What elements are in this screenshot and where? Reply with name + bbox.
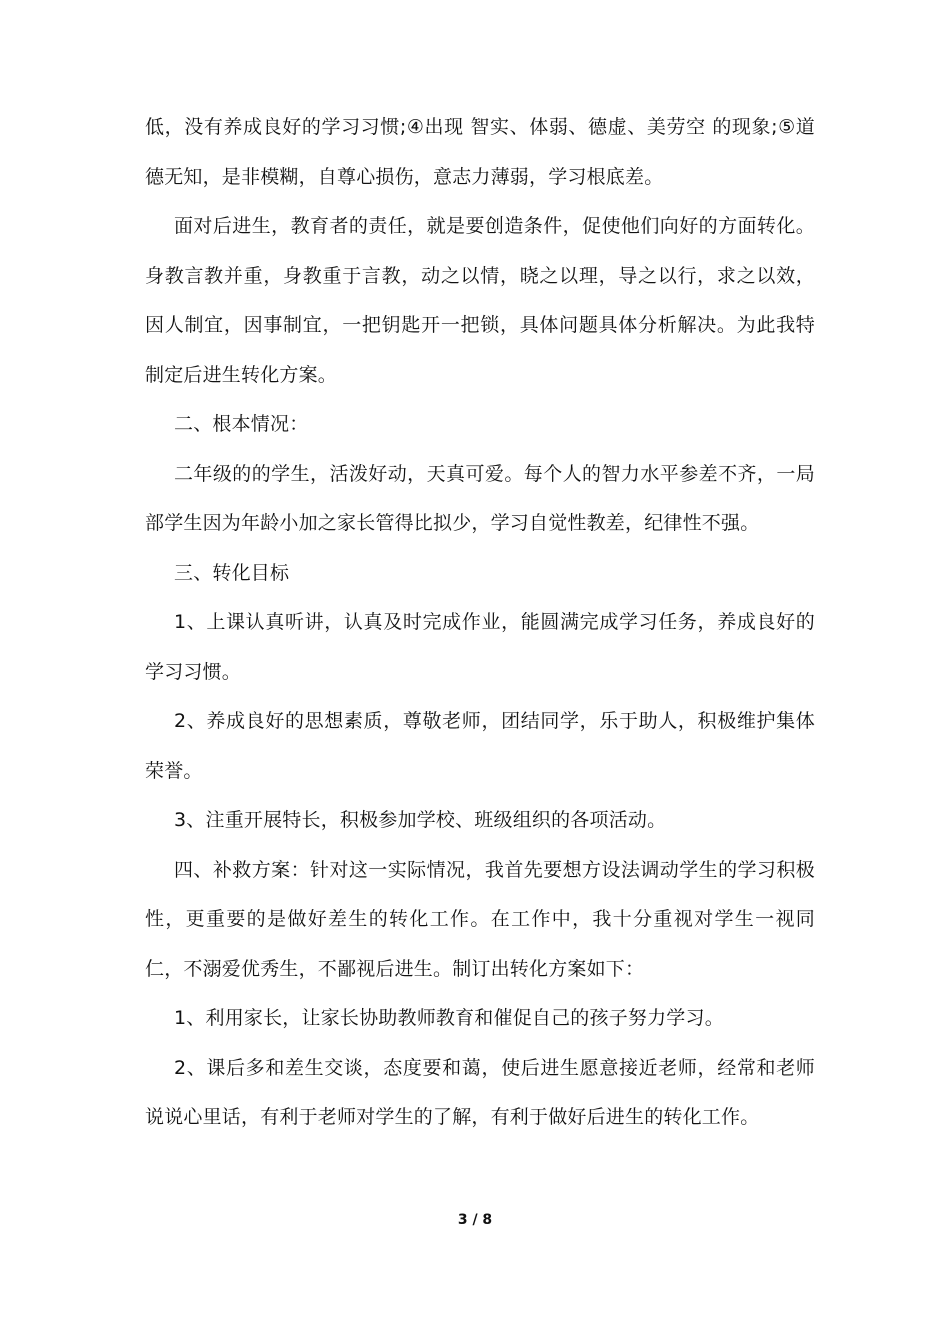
- section-heading-basic-situation: 二、根本情况：: [174, 413, 309, 435]
- goal-item-2: 2、养成良好的思想素质，尊敬老师，团结同学，乐于助人，积极维护集体荣誉。: [145, 710, 815, 782]
- goal-item-1: 1、上课认真听讲，认真及时完成作业，能圆满完成学习任务，养成良好的学习习惯。: [145, 611, 815, 683]
- document-body: [145, 103, 815, 1143]
- paragraph-basic-situation: 二年级的的学生，活泼好动，天真可爱。每个人的智力水平参差不齐，一局部学生因为年龄小加之家长管得比拟少，学习自觉性教差，纪律性不强。: [145, 462, 815, 534]
- paragraph-responsibility: 面对后进生，教育者的责任，就是要创造条件，促使他们向好的方面转化。身教言教并重，身教重于言教，动之以情，晓之以理，导之以行，求之以效，因人制宜，因事制宜，一把钥匙开一把锁，具体问题具体分析解决。为此我特制定后进生转化方案。: [145, 215, 815, 386]
- section-heading-remedial-plan: 四、补救方案：针对这一实际情况，我首先要想方设法调动学生的学习积极性，更重要的是做好差生的转化工作。在工作中，我十分重视对学生一视同仁，不溺爱优秀生，不鄙视后进生。制订出转化方案如下：: [145, 858, 815, 980]
- section-heading-goals: 三、转化目标: [174, 561, 290, 584]
- paragraph-continuation: 低，没有养成良好的学习习惯;④出现 智实、体弱、德虚、美劳空 的现象;⑤道德无知，是非模糊，自尊心损伤，意志力薄弱，学习根底差。: [145, 116, 815, 188]
- plan-item-2: 2、课后多和差生交谈，态度要和蔼，使后进生愿意接近老师，经常和老师说说心里话，有利于老师对学生的了解，有利于做好后进生的转化工作。: [145, 1056, 815, 1128]
- goal-item-3: 3、注重开展特长，积极参加学校、班级组织的各项活动。: [174, 809, 667, 831]
- page-number: 3 / 8: [457, 1212, 493, 1228]
- plan-item-1: 1、利用家长，让家长协助教师教育和催促自己的孩子努力学习。: [174, 1007, 724, 1029]
